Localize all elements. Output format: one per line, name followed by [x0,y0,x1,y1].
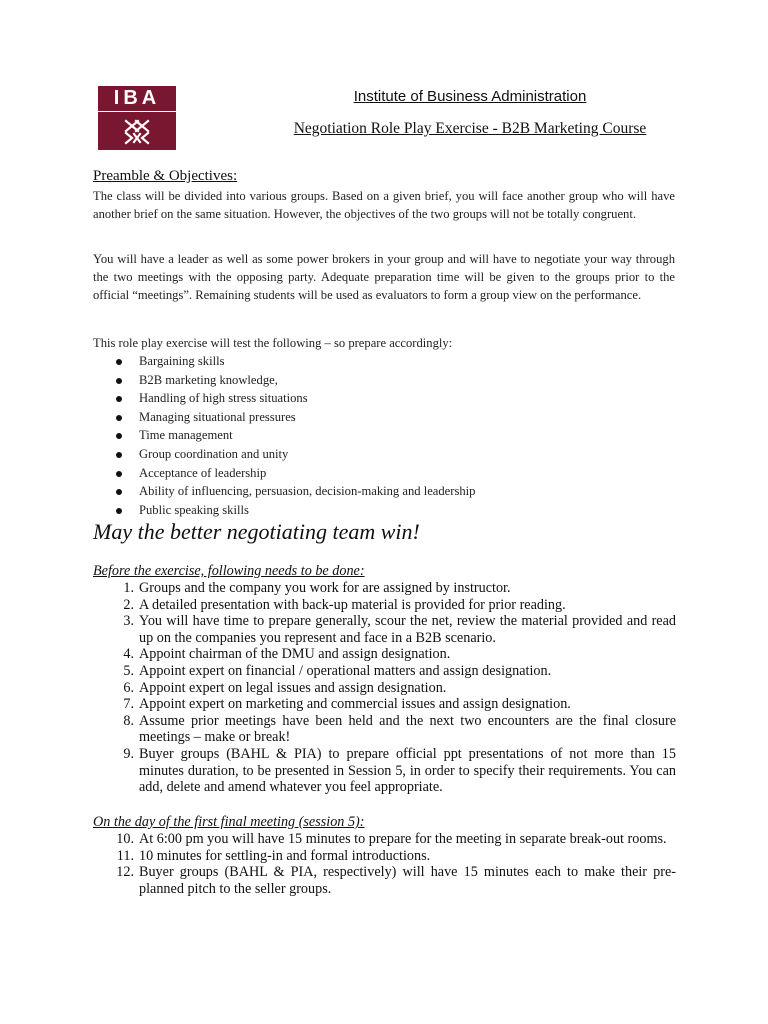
preamble-heading: Preamble & Objectives: [93,168,238,184]
bullet-icon [116,508,122,514]
list-item [112,408,475,427]
list-item [112,864,676,897]
item-text: Groups and the company you work for are assigned by instructor. [139,580,511,596]
list-item [112,848,676,865]
skill-text: Managing situational pressures [139,409,296,424]
bullet-icon [116,359,122,365]
item-text: Assume prior meetings have been held and the next two encounters are the final closure meetings – make or break! [139,712,676,746]
preamble-paragraph-2: You will have a leader as well as some power brokers in your group and will have to negotiate your way through the two meetings with the opposing party. Adequate preparation time will be given to the groups prior to the official “meetings”. Remaining students will be used as evaluators to form a group view on the performance. [93,252,675,302]
bullet-icon [116,378,122,384]
skill-text: Public speaking skills [139,502,249,517]
item-number: 12. [116,864,134,881]
list-item [112,713,676,746]
item-number: 9. [123,745,134,762]
bullet-icon [116,489,122,495]
item-number: 6. [123,679,134,696]
skill-text: Ability of influencing, persuasion, decision-making and leadership [139,484,476,499]
bullet-icon [116,471,122,477]
bullet-icon [116,433,122,439]
list-item [112,389,475,408]
item-number: 8. [123,712,134,729]
list-item [112,680,676,697]
list-item [112,831,676,848]
item-number: 3. [123,613,134,630]
bullet-icon [116,415,122,421]
list-item [112,501,475,520]
list-item [112,580,676,597]
item-number: 11. [116,847,134,864]
logo-divider [98,111,176,112]
item-number: 5. [123,662,134,679]
item-text: Appoint chairman of the DMU and assign designation. [139,646,451,663]
list-item [112,464,475,483]
list-item [112,696,676,713]
day-of-meeting-heading: On the day of the first final meeting (session 5): [93,814,365,830]
item-number: 1. [123,580,134,596]
item-number: 10. [116,831,134,847]
item-text: At 6:00 pm you will have 15 minutes to prepare for the meeting in separate break-out rooms. [139,831,667,847]
list-item [112,445,475,464]
iba-logo [98,86,176,150]
skill-text: Group coordination and unity [139,446,289,461]
skill-text: Bargaining skills [139,354,225,368]
bullet-icon [116,452,122,458]
list-item [112,482,475,501]
motto: May the better negotiating team win! [93,519,420,544]
item-text: Buyer groups (BAHL & PIA) to prepare official ppt presentations of not more than 15 minutes duration, to be presented in Session 5, in order to specify their requirements. You can add, delete and amend whatever you feel appropriate. [139,745,676,796]
skills-list [112,352,475,519]
list-item [112,371,475,390]
logo-text: IBA [113,87,161,109]
skill-text: Time management [139,428,233,443]
iba-emblem-icon [123,118,151,146]
item-text: A detailed presentation with back-up material is provided for prior reading. [139,596,566,613]
item-text: Appoint expert on legal issues and assign designation. [139,679,447,696]
before-exercise-heading: Before the exercise, following needs to be done: [93,563,365,579]
item-number: 4. [123,646,134,663]
list-item [112,646,676,663]
list-item [112,746,676,796]
before-exercise-list [112,580,676,796]
item-text: Buyer groups (BAHL & PIA, respectively) will have 15 minutes each to make their pre-planned pitch to the seller groups. [139,864,676,897]
institute-name: Institute of Business Administration [353,88,587,105]
item-text: Appoint expert on marketing and commercial issues and assign designation. [139,696,571,713]
list-item [112,613,676,646]
skill-text: B2B marketing knowledge, [139,372,278,387]
list-item [112,352,475,371]
list-item [112,597,676,614]
skill-text: Handling of high stress situations [139,391,308,406]
item-text: You will have time to prepare generally, scour the net, review the material provided and read up on the companies you represent and face in a B2B scenario. [139,613,676,646]
item-text: Appoint expert on financial / operational matters and assign designation. [139,662,552,679]
list-item [112,663,676,680]
preamble-paragraph-3: This role play exercise will test the following – so prepare accordingly: [93,336,453,350]
document-title: Negotiation Role Play Exercise - B2B Marketing Course [293,120,647,137]
preamble-paragraph-1: The class will be divided into various groups. Based on a given brief, you will face another group who will have another brief on the same situation. However, the objectives of the two groups will not be totally congruent. [93,189,675,221]
day-of-meeting-list [112,831,676,897]
skill-text: Acceptance of leadership [139,465,267,480]
bullet-icon [116,396,122,402]
item-number: 7. [123,696,134,713]
item-number: 2. [123,596,134,613]
list-item [112,426,475,445]
item-text: 10 minutes for settling-in and formal introductions. [139,847,431,864]
